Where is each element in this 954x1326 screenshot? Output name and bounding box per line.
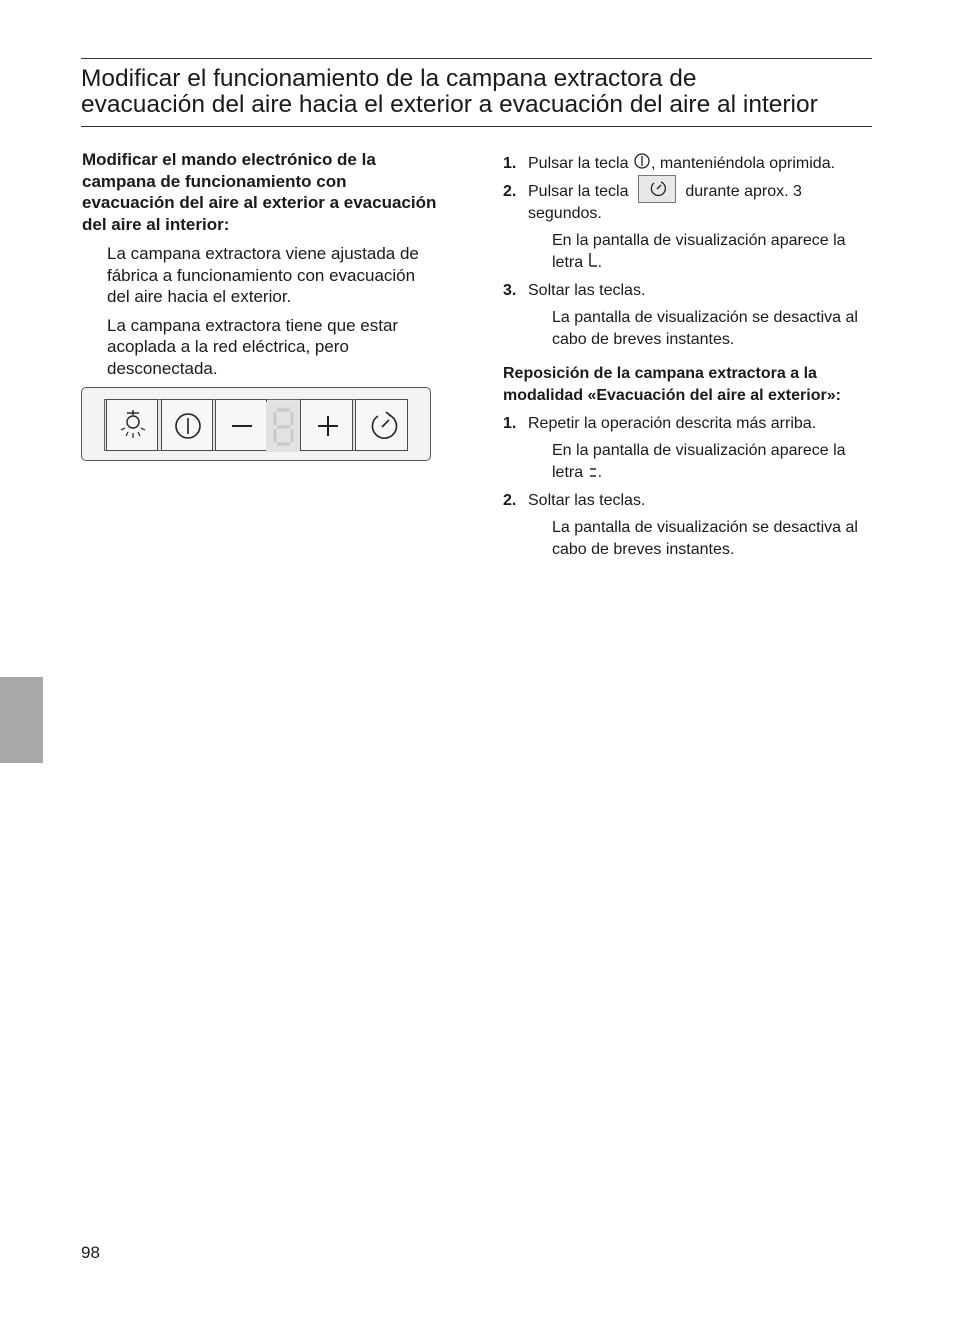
step-text: Soltar las teclas.	[528, 492, 646, 509]
step-text: , manteniéndola oprimida.	[650, 155, 836, 172]
note-4: La pantalla de visualización se desactiva al cabo de breves instantes.	[552, 519, 858, 558]
power-button	[161, 399, 213, 451]
display-digit-icon	[266, 402, 300, 452]
top-rule	[81, 58, 872, 59]
right-column	[503, 153, 873, 567]
timer-icon	[639, 176, 675, 202]
step-number: 1.	[503, 415, 517, 432]
power-icon	[633, 151, 651, 171]
note-text: En la pantalla de visualización aparece la letra	[552, 442, 846, 481]
left-paragraph-2: La campana extractora tiene que estar acoplada a la red eléctrica, pero desconectada.	[107, 315, 399, 378]
left-column	[82, 149, 442, 386]
reset-subheading: Reposición de la campana extractora a la modalidad «Evacuación del aire al exterior»:	[503, 365, 841, 404]
section-tab-marker	[0, 677, 43, 763]
note-1	[503, 230, 873, 274]
step-number: 2.	[503, 492, 517, 509]
step-reset-1	[503, 413, 873, 434]
step-text: Pulsar la tecla	[528, 183, 633, 201]
letter-l-segment-icon	[588, 251, 598, 269]
title-line-2: evacuación del aire hacia el exterior a evacuación del aire al interior	[81, 91, 818, 118]
title-bottom-rule	[81, 126, 872, 127]
light-button	[106, 399, 158, 451]
step-number: 3.	[503, 282, 517, 299]
plus-button	[300, 399, 353, 451]
note-text: En la pantalla de visualización aparece la letra	[552, 232, 846, 271]
plus-icon	[301, 400, 354, 452]
left-paragraph-1: La campana extractora viene ajustada de fábrica a funcionamiento con evacuación del aire hacia el exterior.	[107, 244, 419, 306]
step-2	[503, 181, 873, 224]
page-title	[81, 66, 881, 118]
step-text: Soltar las teclas.	[528, 282, 646, 299]
step-number: 2.	[503, 183, 517, 200]
light-icon	[107, 400, 159, 452]
timer-button	[355, 399, 408, 451]
dash-segment-icon	[588, 461, 598, 479]
left-subheading: Modificar el mando electrónico de la campana de funcionamiento con evacuación del aire al exterior a evacuación del aire al interior:	[82, 150, 437, 234]
note-2: La pantalla de visualización se desactiva al cabo de breves instantes.	[552, 309, 858, 348]
power-icon	[162, 400, 214, 452]
step-text: Pulsar la tecla	[528, 155, 633, 172]
timer-key	[638, 175, 676, 203]
step-number: 1.	[503, 155, 517, 172]
step-reset-2	[503, 490, 873, 511]
minus-icon	[216, 400, 268, 452]
note-text: .	[597, 464, 603, 481]
step-text: Repetir la operación descrita más arriba.	[528, 415, 817, 432]
minus-button	[215, 399, 267, 451]
page-number: 98	[81, 1243, 100, 1262]
title-line-1: Modificar el funcionamiento de la campana extractora de	[81, 65, 697, 92]
step-text: durante aprox. 3 segundos.	[528, 183, 802, 222]
step-3	[503, 280, 873, 301]
note-text: .	[597, 254, 603, 271]
note-3	[503, 440, 873, 484]
timer-icon	[356, 400, 409, 452]
step-1	[503, 153, 873, 174]
seven-segment-display	[266, 402, 300, 452]
